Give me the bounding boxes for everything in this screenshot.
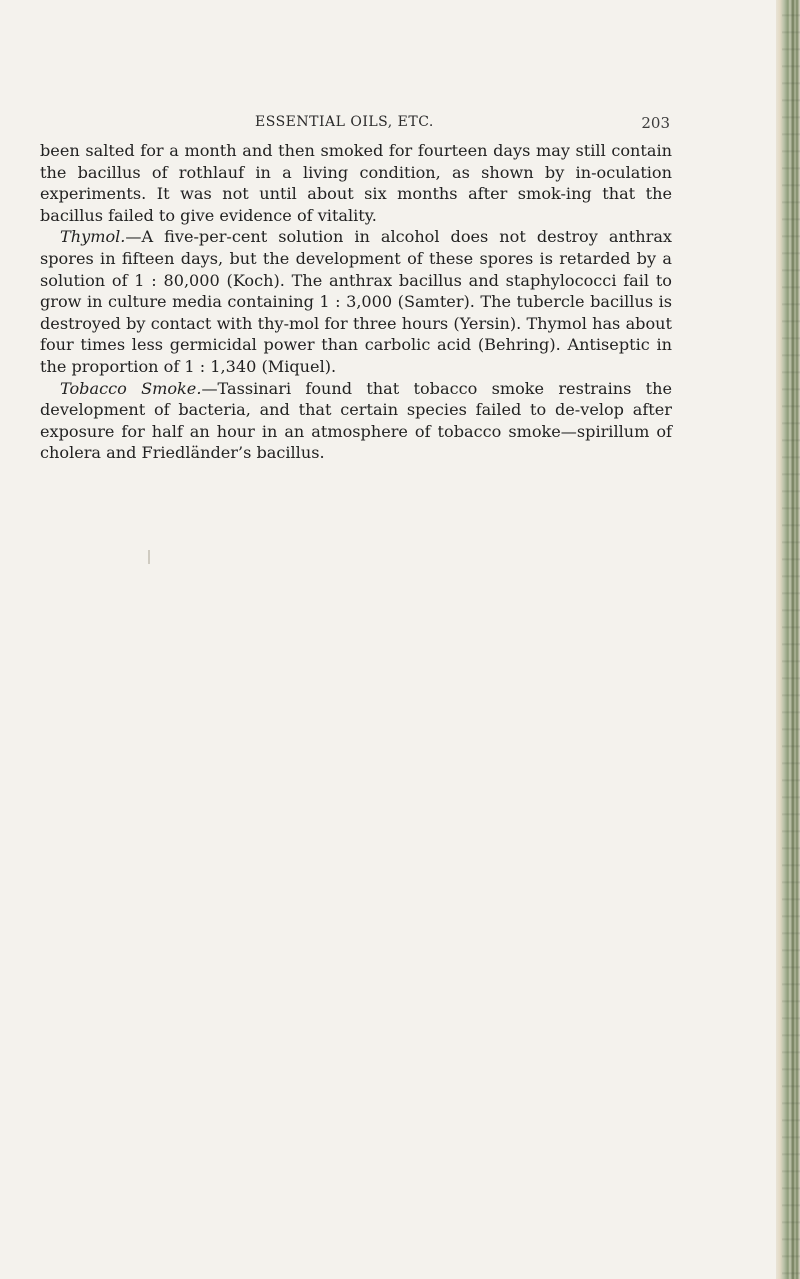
- page-number: 203: [641, 114, 670, 132]
- term-tobacco-smoke: Tobacco Smoke.: [60, 378, 202, 398]
- paragraph-tobacco-smoke-text: —Tassinari found that tobacco smoke restrains the development of bacteria, and that certain species failed to de-velop after exposure for half an hour in an atmosphere of tobacco smoke—spirillum of cholera and Friedländer’s bacillus.: [40, 378, 672, 463]
- body-text: [40, 140, 672, 464]
- running-head: ESSENTIAL OILS, ETC.: [255, 114, 434, 130]
- page-header: [40, 114, 670, 136]
- paragraph-continuation: been salted for a month and then smoked for fourteen days may still contain the bacillus of rothlauf in a living condition, as shown by in-oculation experiments. It was not until about six months after smok-ing that the bacillus failed to give evidence of vitality.: [40, 141, 672, 225]
- page-edge-shadow: [776, 0, 800, 1279]
- paragraph-tobacco-smoke: [40, 378, 672, 464]
- paragraph-thymol-text: —A five-per-cent solution in alcohol does not destroy anthrax spores in fifteen days, but the development of these spores is retarded by a solution of 1 : 80,000 (Koch). The anthrax bacillus and staphylococci fail to grow in culture media containing 1 : 3,000 (Samter). The tubercle bacillus is destroyed by contact with thy-mol for three hours (Yersin). Thymol has about four times less germicidal power than carbolic acid (Behring). Antiseptic in the proportion of 1 : 1,340 (Miquel).: [40, 227, 672, 376]
- paragraph-thymol: [40, 226, 672, 377]
- term-thymol: Thymol.: [60, 227, 126, 247]
- paper-blemish: [148, 550, 150, 564]
